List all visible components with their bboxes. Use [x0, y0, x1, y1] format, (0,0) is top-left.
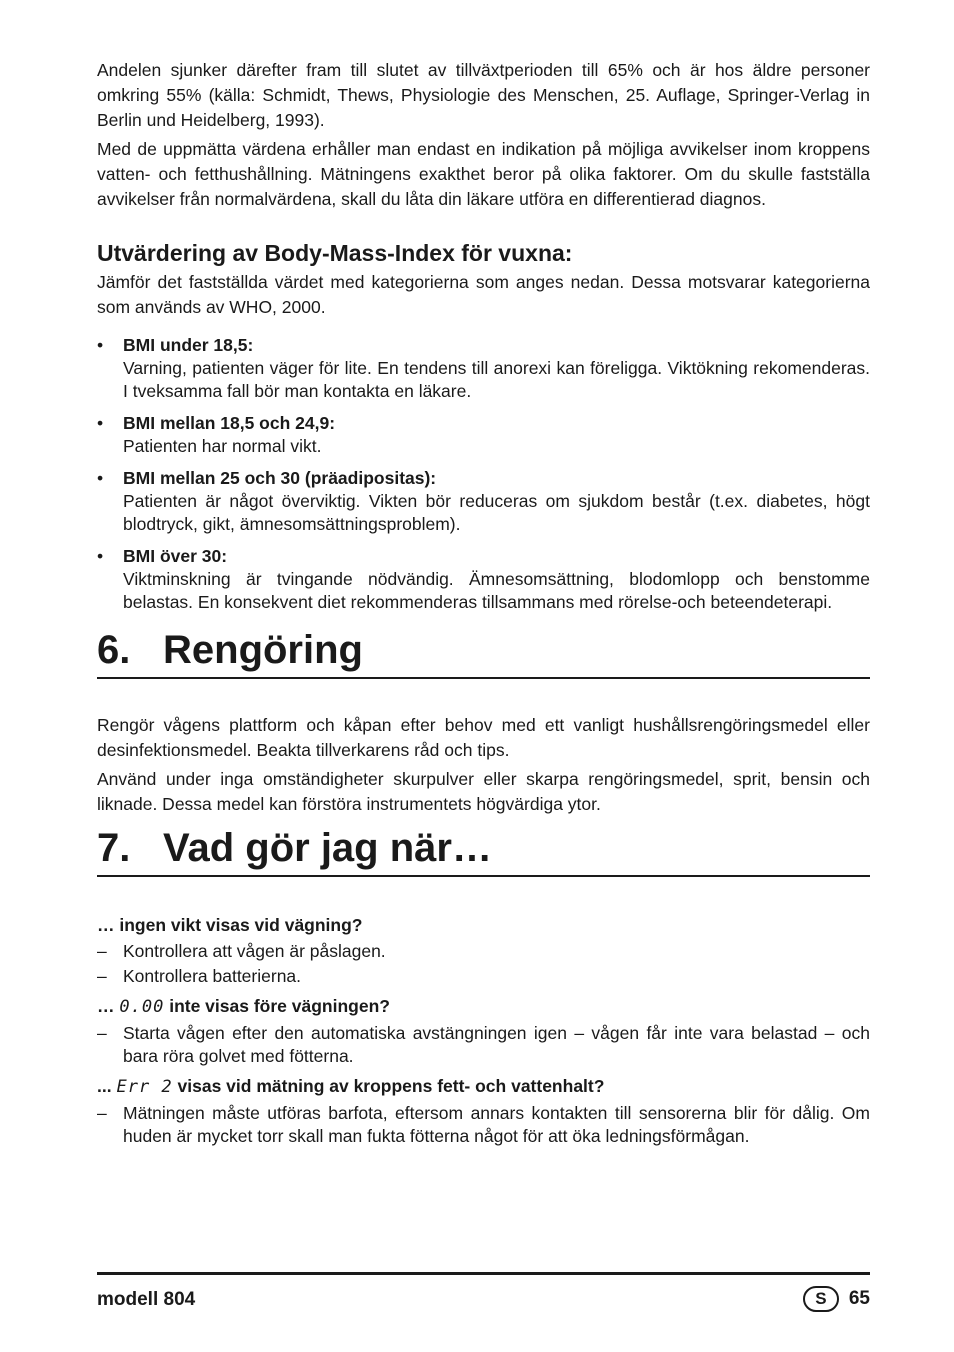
footer-model-name: modell 804	[97, 1289, 196, 1310]
bullet-icon: •	[97, 413, 104, 433]
page-number: 65	[848, 1288, 870, 1309]
faq-question-1: … ingen vikt visas vid vägning?	[97, 915, 363, 935]
faq-answers-3	[97, 1102, 870, 1148]
section-number: 6.	[97, 628, 131, 672]
bmi-item-head: BMI under 18,5:	[123, 335, 254, 355]
faq-list	[97, 913, 870, 1148]
bullet-icon: •	[97, 468, 104, 488]
bmi-heading: Utvärdering av Body-Mass-Index för vuxna:	[97, 240, 573, 266]
faq-answer-text: Mätningen måste utföras barfota, eftersom annars kontakten till sensorerna blir för dålig. Om huden är mycket torr skall man fukta fötterna något för att öka ledningsförmågan.	[123, 1103, 870, 1146]
dash-icon: –	[97, 941, 107, 961]
section-7-heading	[97, 821, 870, 877]
intro-paragraph-2: Med de uppmätta värdena erhåller man endast en indikation på möjliga avvikelser inom kroppens vatten- och fetthushållning. Mätningens exakthet beror på olika faktorer. Om du skulle fastställa avvikelser från normalvärdena, skall du låta din läkare utföra en differentierad diagnos.	[97, 139, 870, 209]
section-6-paragraph-1: Rengör vågens plattform och kåpan efter behov med ett vanligt hushållsrengöringsmedel eller desinfektionsmedel. Beakta tillverkarens råd och tips.	[97, 715, 870, 760]
lcd-display-text: 0.00	[119, 997, 165, 1017]
bmi-item-desc: Viktminskning är tvingande nödvändig. Ämnesomsättning, blodomlopp och benstomme belastas. En konsekvent diet rekommenderas tillsammans med rörelse-och beteendeterapi.	[123, 569, 870, 612]
language-badge: S	[803, 1286, 839, 1312]
bmi-item-desc: Patienten är något överviktig. Vikten bör reduceras om sjukdom består (t.ex. diabetes, högt blodtryck, gikt, ämnesomsättningsproblem).	[123, 491, 870, 534]
faq-question-prefix: …	[97, 996, 115, 1016]
bmi-item-head: BMI över 30:	[123, 546, 228, 566]
bullet-icon: •	[97, 335, 104, 355]
faq-question-3	[97, 1074, 870, 1099]
faq-question-suffix: visas vid mätning av kroppens fett- och vattenhalt?	[177, 1076, 605, 1096]
faq-question-prefix: ...	[97, 1076, 112, 1096]
faq-answers-1	[97, 940, 870, 988]
page-content	[97, 58, 870, 1154]
faq-answer-text: Kontrollera att vågen är påslagen.	[123, 941, 386, 961]
dash-icon: –	[97, 1023, 107, 1043]
faq-answer	[97, 965, 870, 988]
bmi-item-desc: Varning, patienten väger för lite. En tendens till anorexi kan föreligga. Viktökning rekomenderas. I tveksamma fall bör man kontakta en läkare.	[123, 358, 870, 401]
dash-icon: –	[97, 1103, 107, 1123]
lcd-display-text: Err 2	[116, 1077, 173, 1097]
bmi-intro: Jämför det fastställda värdet med kategorierna som anges nedan. Dessa motsvarar kategorierna som används av WHO, 2000.	[97, 272, 870, 317]
bmi-item-desc: Patienten har normal vikt.	[123, 436, 322, 456]
dash-icon: –	[97, 966, 107, 986]
section-6-paragraph-2: Använd under inga omständigheter skurpulver eller skarpa rengöringsmedel, sprit, bensin och liknade. Dessa medel kan förstöra instrumentets högvärdiga ytor.	[97, 769, 870, 814]
faq-question-suffix: inte visas före vägningen?	[169, 996, 390, 1016]
faq-answers-2	[97, 1022, 870, 1068]
faq-question-2	[97, 994, 870, 1019]
section-number: 7.	[97, 826, 131, 870]
bullet-icon: •	[97, 546, 104, 566]
section-6-heading	[97, 623, 870, 679]
faq-answer-text: Kontrollera batterierna.	[123, 966, 302, 986]
bmi-list	[97, 334, 870, 614]
bmi-item-head: BMI mellan 25 och 30 (präadipositas):	[123, 468, 437, 488]
faq-answer	[97, 1022, 870, 1068]
bmi-item-head: BMI mellan 18,5 och 24,9:	[123, 413, 336, 433]
bmi-item	[97, 467, 870, 536]
footer-divider	[97, 1272, 870, 1275]
bmi-item	[97, 334, 870, 403]
bmi-item	[97, 412, 870, 458]
intro-paragraph-1: Andelen sjunker därefter fram till slutet av tillväxtperioden till 65% och är hos äldre personer omkring 55% (källa: Schmidt, Thews, Physiologie des Menschen, 25. Auflage, Springer-Verlag in Berlin und Heidelberg, 1993).	[97, 60, 870, 130]
section-6-body	[97, 713, 870, 817]
faq-answer	[97, 1102, 870, 1148]
footer-page-info	[803, 1286, 870, 1312]
faq-answer-text: Starta vågen efter den automatiska avstängningen igen – vågen får inte vara belastad – och bara röra golvet med fötterna.	[123, 1023, 870, 1066]
section-title: Vad gör jag när…	[163, 826, 492, 870]
bmi-item	[97, 545, 870, 614]
faq-answer	[97, 940, 870, 963]
section-title: Rengöring	[163, 628, 363, 672]
